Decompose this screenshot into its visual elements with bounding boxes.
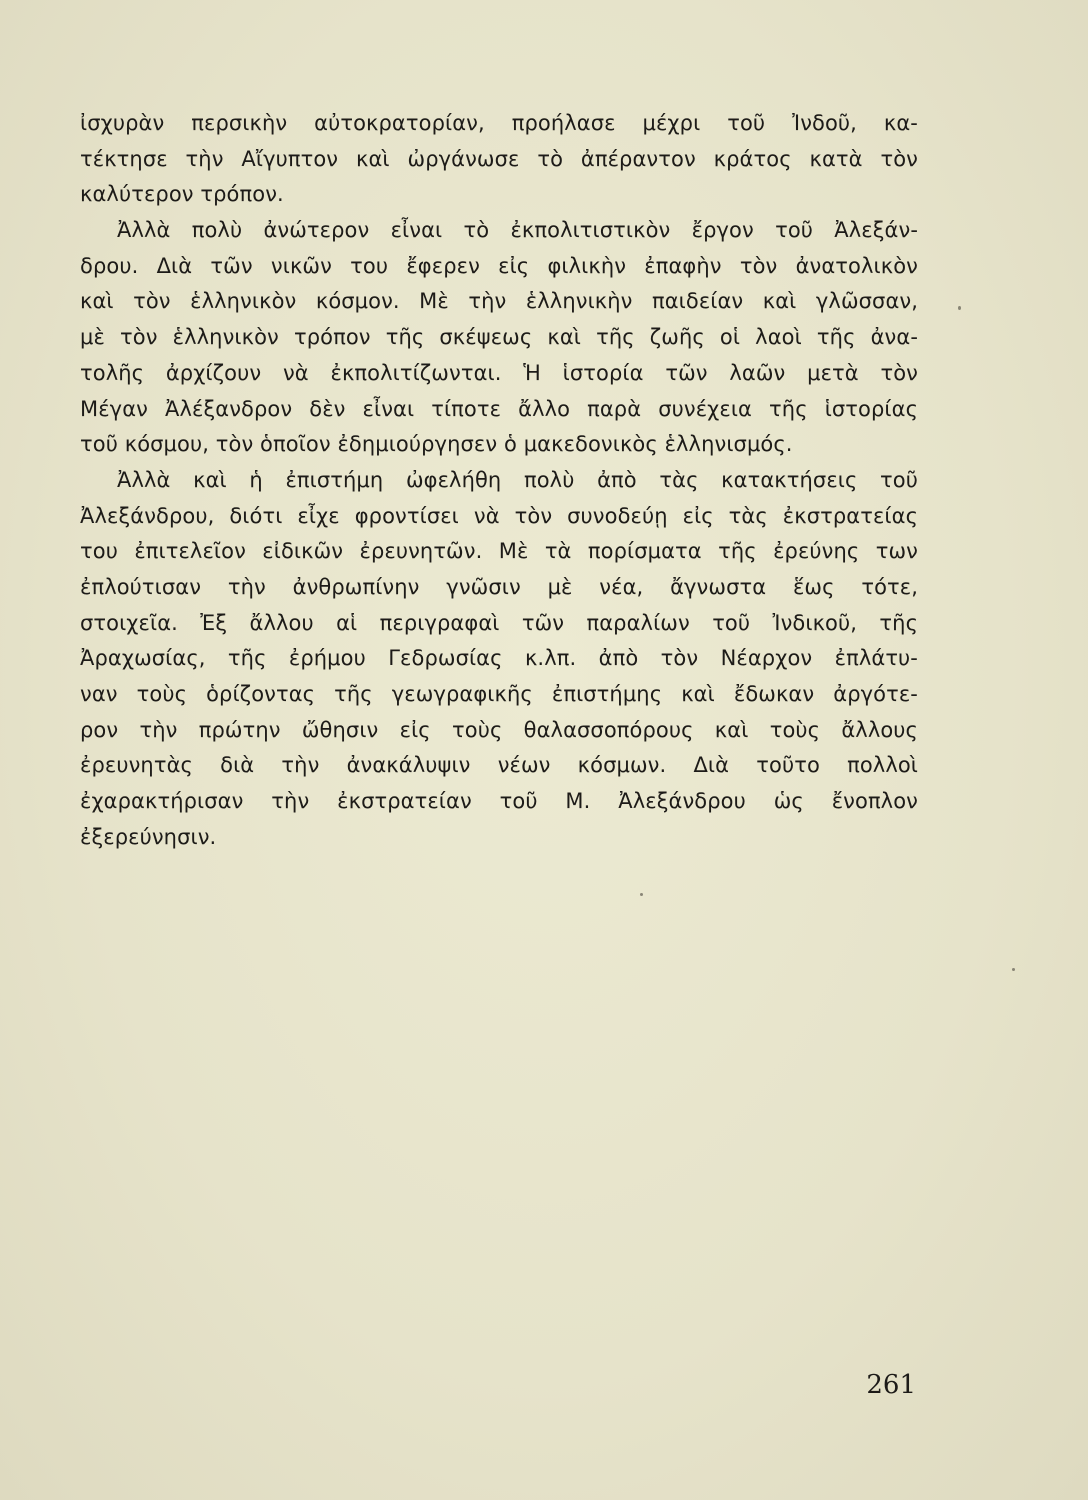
text-line: του ἐπιτελεῖον εἰδικῶν ἐρευνητῶν. Μὲ τὰ πορίσματα τῆς ἐρεύνης των [80, 539, 918, 564]
text-line: ἐρευνητὰς διὰ τὴν ἀνακάλυψιν νέων κόσμων. Διὰ τοῦτο πολλοὶ [80, 753, 918, 778]
text-line: ρον τὴν πρώτην ὤθησιν εἰς τοὺς θαλασσοπόρους καὶ τοὺς ἄλλους [80, 717, 918, 742]
text-line: Ἀραχωσίας, τῆς ἐρήμου Γεδρωσίας κ.λπ. ἀπὸ τὸν Νέαρχον ἐπλάτυ- [80, 646, 918, 671]
text-line: ναν τοὺς ὁρίζοντας τῆς γεωγραφικῆς ἐπιστήμης καὶ ἔδωκαν ἀργότε- [80, 682, 918, 706]
text-line: τοῦ κόσμου, τὸν ὁποῖον ἐδημιούργησεν ὁ μακεδονικὸς ἑλληνισμός. [80, 432, 793, 457]
body-text [80, 106, 918, 855]
page-number: 261 [866, 1370, 916, 1400]
text-line: ἐπλούτισαν τὴν ἀνθρωπίνην γνῶσιν μὲ νέα, ἄγνωστα ἕως τότε, [80, 574, 918, 599]
text-line: τέκτησε τὴν Αἴγυπτον καὶ ὠργάνωσε τὸ ἀπέραντον κράτος κατὰ τὸν [80, 146, 918, 171]
text-line: ἰσχυρὰν περσικὴν αὐτοκρατορίαν, προήλασε μέχρι τοῦ Ἰνδοῦ, κα- [80, 111, 918, 135]
paper-speck [958, 306, 961, 310]
text-line: μὲ τὸν ἑλληνικὸν τρόπον τῆς σκέψεως καὶ τῆς ζωῆς οἱ λαοὶ τῆς ἀνα- [80, 325, 918, 350]
paper-speck [1012, 968, 1015, 971]
text-line: καλύτερον τρόπον. [80, 182, 284, 207]
text-line: τολῆς ἀρχίζουν νὰ ἐκπολιτίζωνται. Ἡ ἱστορία τῶν λαῶν μετὰ τὸν [80, 360, 918, 385]
text-line: Ἀλλὰ πολὺ ἀνώτερον εἶναι τὸ ἐκπολιτιστικὸν ἔργον τοῦ Ἀλεξάν- [117, 218, 918, 243]
text-line: ἐχαρακτήρισαν τὴν ἐκστρατείαν τοῦ Μ. Ἀλεξάνδρου ὡς ἔνοπλον [80, 789, 918, 814]
text-line: ἐξερεύνησιν. [80, 824, 217, 849]
text-line: στοιχεῖα. Ἐξ ἄλλου αἱ περιγραφαὶ τῶν παραλίων τοῦ Ἰνδικοῦ, τῆς [80, 610, 918, 635]
text-line: Μέγαν Ἀλέξανδρον δὲν εἶναι τίποτε ἄλλο παρὰ συνέχεια τῆς ἱστορίας [80, 396, 918, 421]
text-line: Ἀλεξάνδρου, διότι εἶχε φροντίσει νὰ τὸν συνοδεύῃ εἰς τὰς ἐκστρατείας [80, 503, 918, 528]
paper-speck [640, 893, 643, 896]
text-line: καὶ τὸν ἑλληνικὸν κόσμον. Μὲ τὴν ἑλληνικὴν παιδείαν καὶ γλῶσσαν, [80, 289, 918, 314]
text-line: Ἀλλὰ καὶ ἡ ἐπιστήμη ὠφελήθη πολὺ ἀπὸ τὰς κατακτήσεις τοῦ [117, 467, 918, 492]
text-line: δρου. Διὰ τῶν νικῶν του ἔφερεν εἰς φιλικὴν ἐπαφὴν τὸν ἀνατολικὸν [80, 253, 918, 278]
